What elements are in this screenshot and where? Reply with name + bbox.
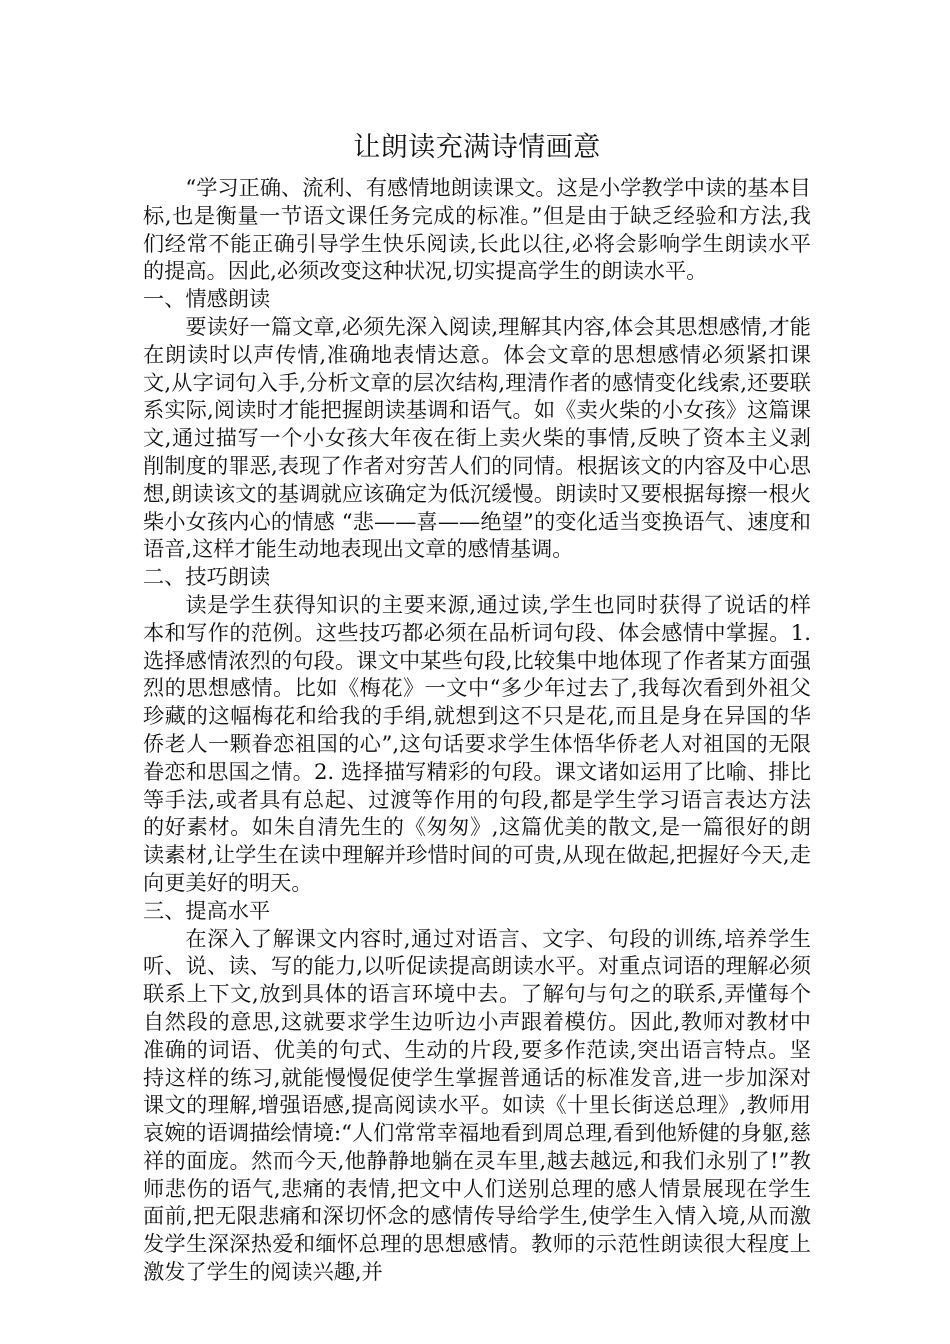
section-heading-emotion: 一、情感朗读 [143,286,271,312]
document-page [143,128,811,1286]
document-title: 让朗读充满诗情画意 [353,132,601,163]
section-body-improve: 在深入了解课文内容时,通过对语言、文字、句段的训练,培养学生听、说、读、写的能力,以听促读提高朗读水平。对重点词语的理解必须联系上下文,放到具体的语言环境中去。了解句与句之的联系,弄懂每个自然段的意思,这就要求学生边听边小声跟着模仿。因此,教师对教材中准确的词语、优美的句式、生动的片段,要多作范读,突出语言特点。坚持这样的练习,就能慢慢促使学生掌握普通话的标准发音,进一步加深对课文的理解,增强语感,提高阅读水平。如读《十里长街送总理》,教师用哀婉的语调描绘情境:“人们常常幸福地看到周总理,看到他矫健的身躯,慈祥的面庞。然而今天,他静静地躺在灵车里,越去越远,和我们永别了!”教师悲伤的语气,悲痛的表情,把文中人们送别总理的感人情景展现在学生面前,把无限悲痛和深切怀念的感情传导给学生,使学生入情入境,从而激发学生深深热爱和缅怀总理的思想感情。教师的示范性朗读很大程度上激发了学生的阅读兴趣,并 [143,925,811,1285]
intro-paragraph: “学习正确、流利、有感情地朗读课文。这是小学教学中读的基本目标,也是衡量一节语文课任务完成的标准。”但是由于缺乏经验和方法,我们经常不能正确引导学生快乐阅读,长此以往,必将会影响学生朗读水平的提高。因此,必须改变这种状况,切实提高学生的朗读水平。 [143,175,811,284]
section-heading-technique: 二、技巧朗读 [143,564,271,590]
section-heading-improve: 三、提高水平 [143,897,271,923]
section-body-emotion: 要读好一篇文章,必须先深入阅读,理解其内容,体会其思想感情,才能在朗读时以声传情,准确地表情达意。体会文章的思想感情必须紧扣课文,从字词句入手,分析文章的层次结构,理清作者的感情变化线索,还要联系实际,阅读时才能把握朗读基调和语气。如《卖火柴的小女孩》这篇课文,通过描写一个小女孩大年夜在街上卖火柴的事情,反映了资本主义剥削制度的罪恶,表现了作者对穷苦人们的同情。根据该文的内容及中心思想,朗读该文的基调就应该确定为低沉缓慢。朗读时又要根据每擦一根火柴小女孩内心的情感 “悲——喜——绝望”的变化适当变换语气、速度和语音,这样才能生动地表现出文章的感情基调。 [143,313,811,562]
section-body-technique: 读是学生获得知识的主要来源,通过读,学生也同时获得了说话的样本和写作的范例。这些技巧都必须在品析词句段、体会感情中掌握。1. 选择感情浓烈的句段。课文中某些句段,比较集中地体现了作者某方面强烈的思想感情。比如《梅花》一文中“多少年过去了,我每次看到外祖父珍藏的这幅梅花和给我的手绢,就想到这不只是花,而且是身在异国的华侨老人一颗眷恋祖国的心”,这句话要求学生体悟华侨老人对祖国的无限眷恋和思国之情。2. 选择描写精彩的句段。课文诸如运用了比喻、排比等手法,或者具有总起、过渡等作用的句段,都是学生学习语言表达方法的好素材。如朱自清先生的《匆匆》,这篇优美的散文,是一篇很好的朗读素材,让学生在读中理解并珍惜时间的可贵,从现在做起,把握好今天,走向更美好的明天。 [143,591,811,895]
